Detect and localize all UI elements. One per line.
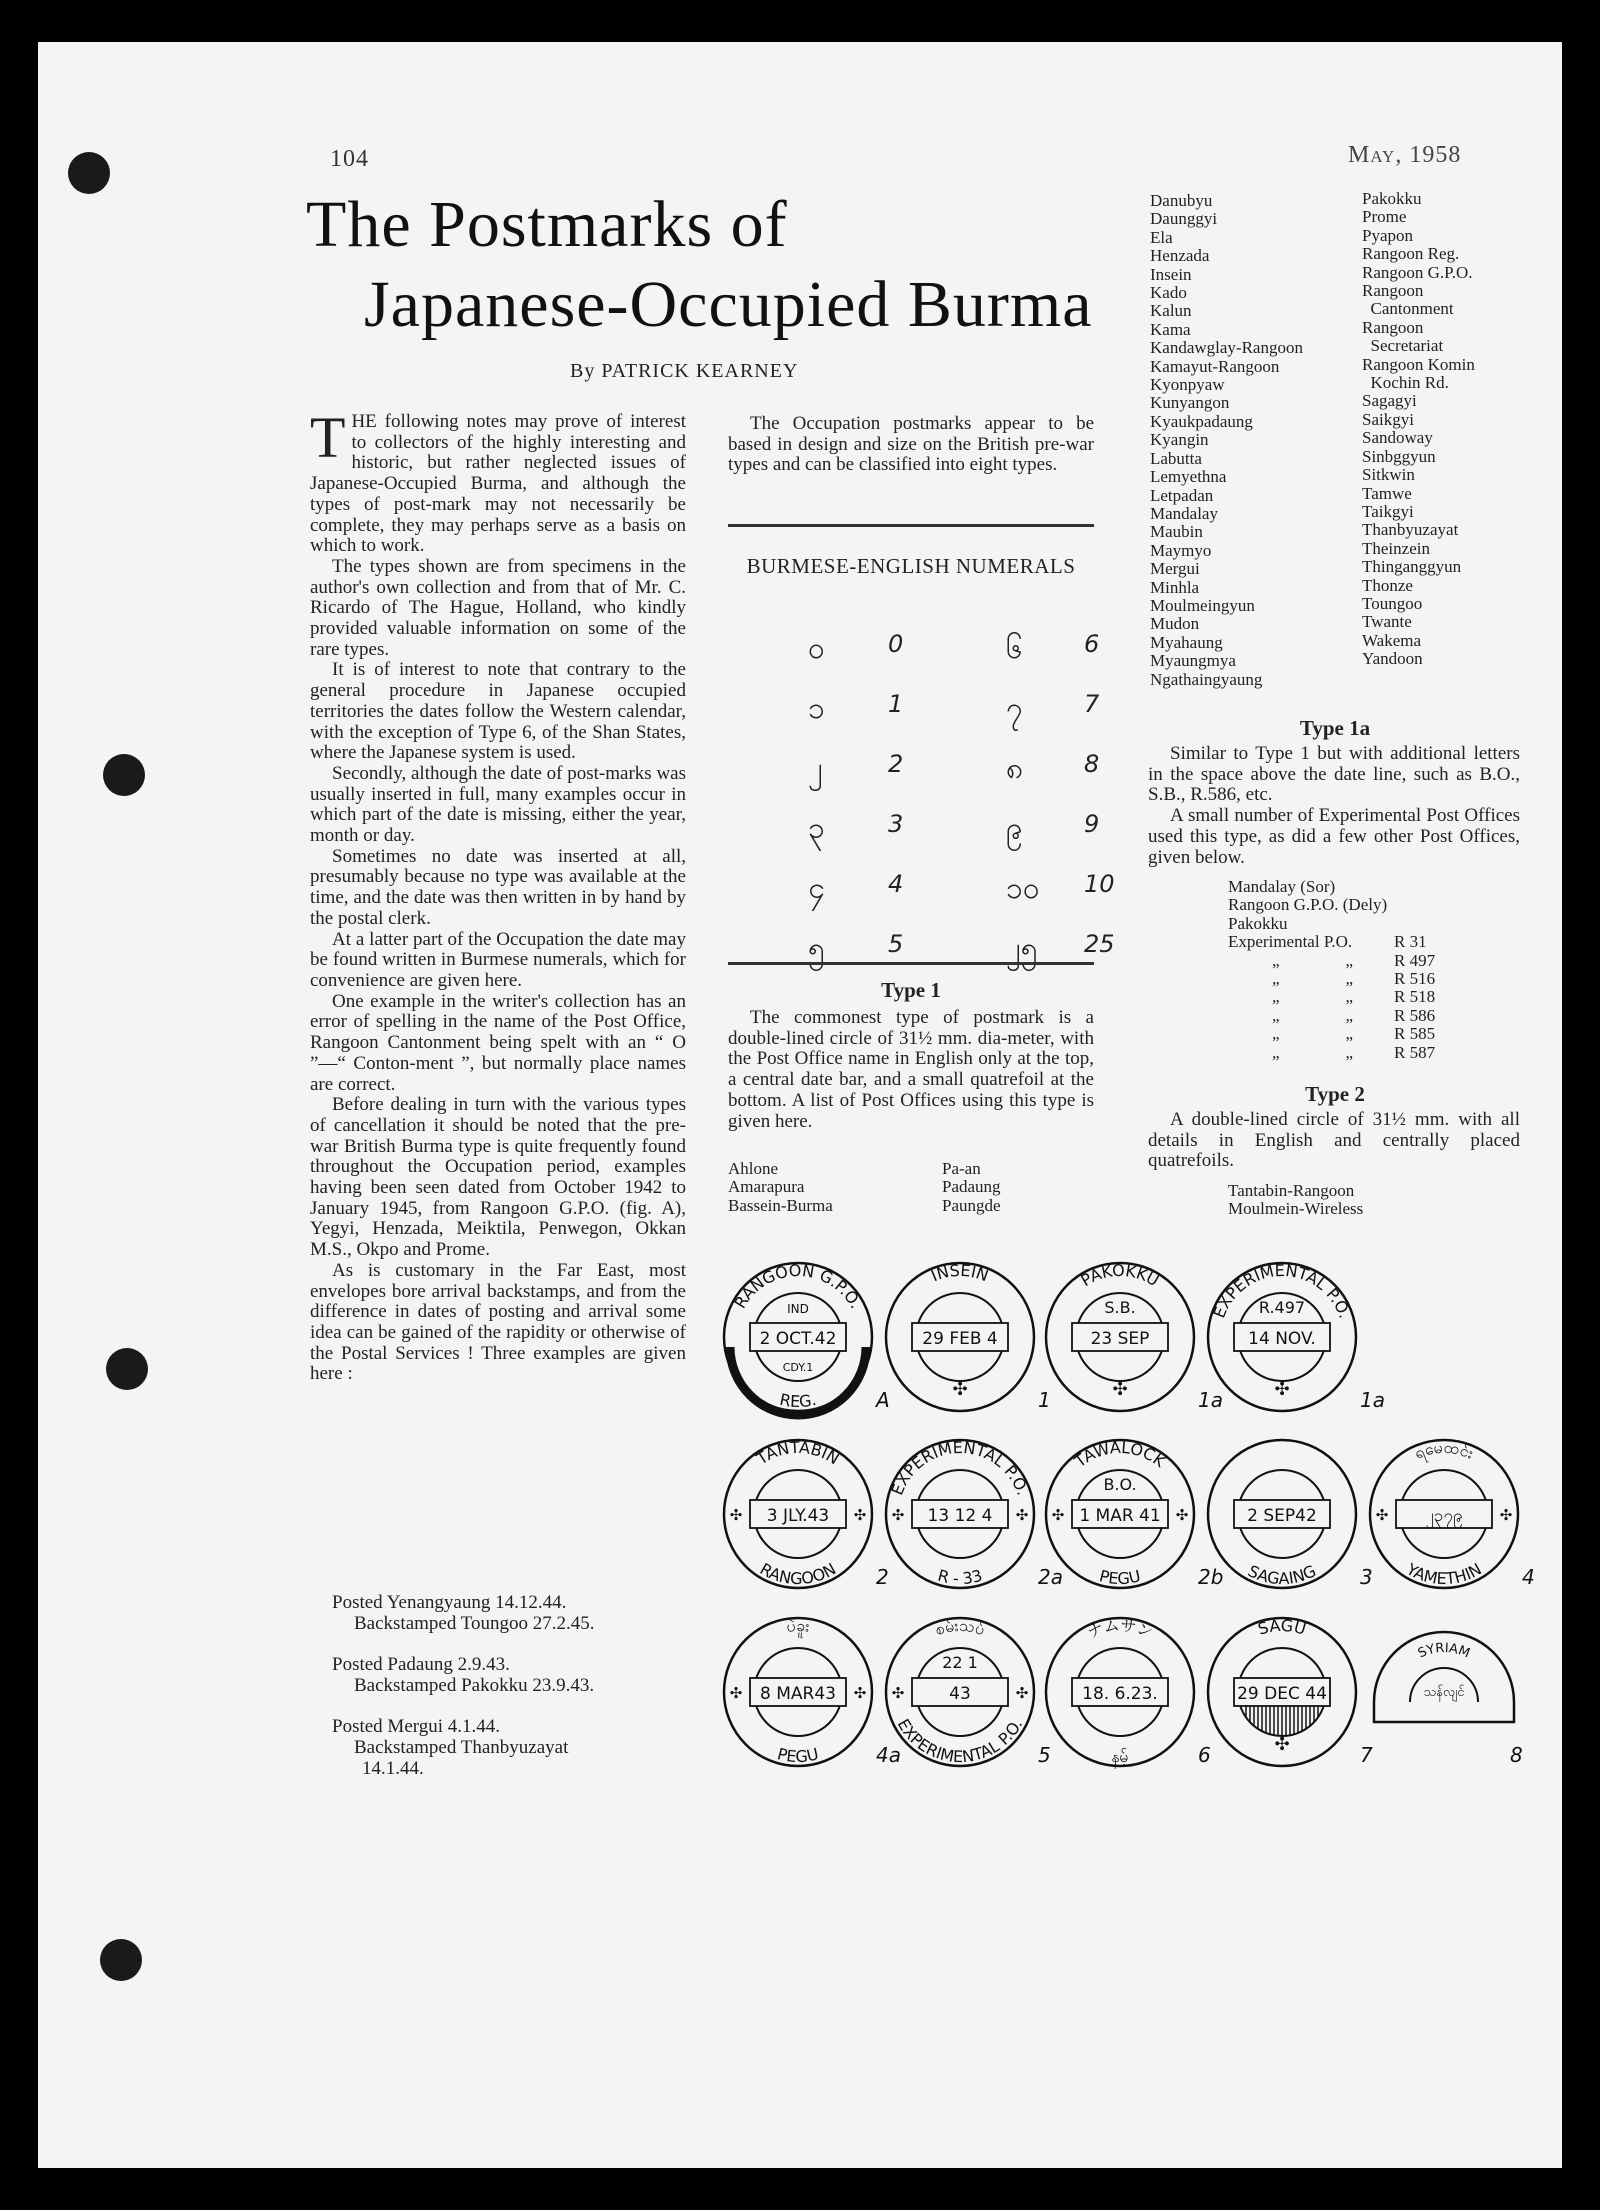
paragraph: A double-lined circle of 31½ mm. with all details in English and centrally placed quatrefoils. <box>1148 1109 1520 1172</box>
postmark-top-text <box>888 1438 1033 1498</box>
ditto-mark: „ <box>1345 987 1354 1007</box>
ditto-mark: „ <box>1345 950 1354 970</box>
english-numeral: 10 <box>1084 870 1115 898</box>
post-office: Rangoon G.P.O. (Dely) <box>1228 895 1388 915</box>
type1-list-c <box>1150 192 1303 689</box>
punch-hole <box>103 754 145 796</box>
post-office: Rangoon <box>1362 281 1424 301</box>
punch-hole <box>106 1348 148 1390</box>
post-office: Sitkwin <box>1362 465 1415 485</box>
punch-hole <box>68 152 110 194</box>
postmark-top-text <box>1070 1438 1169 1472</box>
experimental-row <box>1228 933 1435 951</box>
post-office: Sinbggyun <box>1362 446 1436 466</box>
postmark-date: 43 <box>949 1684 971 1704</box>
post-office: Bassein-Burma <box>728 1195 833 1215</box>
post-office: Kandawglay-Rangoon <box>1150 338 1303 358</box>
ditto-mark: „ <box>1272 1024 1280 1044</box>
post-office: Maymyo <box>1150 540 1212 560</box>
quatrefoil-icon: ✣ <box>853 1506 867 1524</box>
post-office: Insein <box>1150 264 1192 284</box>
post-office: Rangoon Komin <box>1362 354 1475 374</box>
postmark-date: 3 JLY.43 <box>766 1506 830 1526</box>
ditto-mark: „ <box>1345 1024 1354 1044</box>
postmark-date: 29 FEB 4 <box>922 1329 998 1349</box>
postmark-top-text-path: RANGOON G.P.O. <box>730 1260 866 1312</box>
postmark-bottom-text <box>936 1566 985 1588</box>
quatrefoil-icon: ✣ <box>952 1379 968 1400</box>
postmark-top-text <box>1416 1641 1472 1662</box>
postmark-date: 2 OCT.42 <box>759 1329 837 1349</box>
post-office: Pa-an <box>942 1159 981 1178</box>
postmark-date: 2 SEP42 <box>1247 1506 1317 1526</box>
postmark-date: 18. 6.23. <box>1082 1684 1158 1704</box>
experimental-row <box>1228 1025 1435 1043</box>
post-office: Maubin <box>1150 522 1203 542</box>
postmark-illustrations <box>718 1252 1538 1822</box>
postmark-type-label: 4a <box>876 1743 901 1767</box>
postmark-bottom-text-path: R - 33 <box>935 1565 985 1589</box>
postmark-code: 22 1 <box>942 1653 978 1672</box>
post-office: Moulmeingyun <box>1150 595 1255 615</box>
post-office: Ela <box>1150 227 1173 247</box>
postmark-top-text-path: PAKOKKU <box>1077 1260 1163 1291</box>
postmark-type-label: 3 <box>1360 1565 1373 1589</box>
postmark-date: 23 SEP <box>1090 1329 1150 1349</box>
post-office: Danubyu <box>1150 191 1213 210</box>
english-numeral: 1 <box>888 690 904 718</box>
post-office: Kado <box>1150 283 1187 303</box>
burmese-numeral: ၈ <box>1006 751 1024 786</box>
burmese-numeral: ၃ <box>808 811 825 846</box>
postmark-type-label: 2b <box>1198 1565 1224 1589</box>
postmark-type-label: 5 <box>1038 1743 1051 1767</box>
postmark-code: B.O. <box>1103 1475 1137 1494</box>
ditto-mark: „ <box>1345 969 1354 989</box>
quatrefoil-icon: ✣ <box>891 1684 905 1702</box>
post-office: Amarapura <box>728 1177 805 1197</box>
postmark-top-text <box>1412 1438 1476 1466</box>
burmese-numeral: ၆ <box>1006 631 1023 666</box>
type2-text <box>1148 1110 1520 1172</box>
english-numeral: 2 <box>888 750 904 778</box>
type1-text <box>728 1008 1094 1132</box>
postmark-bottom-text-path: နမ့် <box>1111 1746 1129 1767</box>
burmese-numeral: ၉ <box>1006 811 1023 846</box>
post-office: Taikgyi <box>1362 501 1414 521</box>
post-office: Kyangin <box>1150 430 1209 450</box>
experimental-row <box>1228 952 1435 970</box>
postmark-top-text-path: TAWALOCK <box>1070 1437 1169 1472</box>
post-office: Yandoon <box>1362 649 1423 669</box>
burmese-numeral: ၁ <box>808 691 825 726</box>
postmark-top-text-path: ပဲခူး <box>785 1615 811 1636</box>
post-office: Twante <box>1362 612 1412 632</box>
postmark-bottom-text <box>894 1715 1027 1766</box>
quatrefoil-icon: ✣ <box>891 1506 905 1524</box>
post-office: Tamwe <box>1362 483 1412 503</box>
postmark-bottom-text-path: REG. <box>778 1389 819 1412</box>
quatrefoil-icon: ✣ <box>1175 1506 1189 1524</box>
post-office: Kyaukpadaung <box>1150 411 1253 431</box>
post-office: Rangoon G.P.O. <box>1362 262 1473 282</box>
type1-heading: Type 1 <box>881 978 941 1002</box>
type1-list-d <box>1362 190 1475 669</box>
post-office: Kyonpyaw <box>1150 375 1225 395</box>
type2-list <box>1228 1182 1363 1219</box>
postmark-extra: CDY.1 <box>782 1361 814 1374</box>
burmese-numeral: ၂ <box>808 751 823 786</box>
paragraph: The commonest type of postmark is a double-lined circle of 31½ mm. dia-meter, with the Post Office name in English only at the top, a central date bar, and a small quatrefoil at the bottom. A list of Post Offices using this type is given here. <box>728 1007 1094 1132</box>
post-office: Padaung <box>942 1177 1001 1197</box>
english-numeral: 9 <box>1084 810 1100 838</box>
postmark-bottom-text <box>778 1390 818 1411</box>
postmark-bottom-text-path: SAGAING <box>1245 1561 1319 1589</box>
burmese-numeral: ၅ <box>808 931 825 966</box>
english-numeral: 6 <box>1084 630 1100 658</box>
post-office: Kamayut-Rangoon <box>1150 356 1280 376</box>
post-office: Daunggyi <box>1150 209 1218 229</box>
paragraph: One example in the writer's collection has an error of spelling in the name of the Post Office, Rangoon Cantonment being spelt with an “ O ”—“ Conton-ment ”, but normally place names are correct. <box>310 990 686 1095</box>
postmark-type-label: 1 <box>1038 1388 1051 1412</box>
example-backstamped: Backstamped Pakokku 23.9.43. <box>354 1675 595 1696</box>
backstamp-examples <box>332 1592 692 1779</box>
example-backstamped: Backstamped Toungoo 27.2.45. <box>354 1613 595 1634</box>
page <box>38 42 1562 2168</box>
table-top-rule <box>728 524 1094 527</box>
postmark-bottom-text-path: RANGOON <box>756 1559 840 1589</box>
postmark-top-text <box>1077 1261 1162 1290</box>
postmark-bottom-text <box>1097 1566 1142 1588</box>
postmark-date: 8 MAR43 <box>760 1684 836 1704</box>
post-office: Kama <box>1150 319 1191 339</box>
post-office: Mudon <box>1150 614 1200 634</box>
page-number: 104 <box>330 146 369 172</box>
post-office: Pakokku <box>1362 189 1422 208</box>
type1-list-a <box>728 1160 833 1215</box>
numerals-title: BURMESE-ENGLISH NUMERALS <box>746 554 1076 578</box>
type1a-text <box>1148 744 1520 868</box>
ditto-marks <box>1228 952 1394 970</box>
type1a-list <box>1228 878 1435 1062</box>
experimental-code: R 516 <box>1394 969 1436 989</box>
experimental-label: Experimental P.O. <box>1228 932 1353 952</box>
postmark-type-label: A <box>876 1388 890 1412</box>
quatrefoil-icon: ✣ <box>853 1684 867 1702</box>
english-numeral: 7 <box>1084 690 1100 718</box>
post-office: Ngathaingyaung <box>1150 669 1263 689</box>
english-numeral: 0 <box>888 630 904 658</box>
ditto-marks <box>1228 1044 1394 1062</box>
ditto-mark: „ <box>1272 987 1280 1007</box>
ditto-marks <box>1228 970 1394 988</box>
post-office: Sandoway <box>1362 428 1433 448</box>
article-title-line1: The Postmarks of <box>306 188 788 261</box>
example-backstamped: Backstamped Thanbyuzayat <box>354 1737 569 1758</box>
post-office: Thinganggyun <box>1362 557 1462 577</box>
experimental-row <box>1228 1044 1435 1062</box>
article-title-line2: Japanese-Occupied Burma <box>364 268 1093 341</box>
ditto-mark: „ <box>1345 1005 1354 1025</box>
postmark-top-text-path: SYRIAM <box>1415 1640 1472 1662</box>
post-office: Thanbyuzayat <box>1362 520 1459 540</box>
example-backstamped-date: 14.1.44. <box>362 1758 424 1779</box>
experimental-code: R 497 <box>1394 950 1436 970</box>
postmark-top-text-path: စမ်းသပ် <box>932 1615 988 1640</box>
post-office: Saikgyi <box>1362 409 1414 429</box>
postmark-bottom-text-path: EXPERIMENTAL P.O. <box>893 1715 1027 1767</box>
postmark-code: သန်လျင် <box>1423 1685 1465 1700</box>
post-office: Wakema <box>1362 630 1422 650</box>
ditto-mark: „ <box>1272 950 1280 970</box>
paragraph: Sometimes no date was inserted at all, presumably because no type was available at the time, and the date was then written in by hand by the postal clerk. <box>310 845 686 929</box>
post-office: Toungoo <box>1362 593 1423 613</box>
burmese-numeral: ၀ <box>808 631 825 666</box>
post-office: Minhla <box>1150 577 1200 597</box>
postmark-type-label: 6 <box>1198 1743 1211 1767</box>
post-office: Tantabin-Rangoon <box>1228 1181 1355 1200</box>
paragraph: At a latter part of the Occupation the date may be found written in Burmese numerals, which for convenience are given here. <box>310 928 686 991</box>
post-office: Labutta <box>1150 448 1202 468</box>
experimental-code: R 31 <box>1394 932 1427 952</box>
postmark-top-text <box>928 1261 991 1286</box>
post-office: Mandalay <box>1150 503 1218 523</box>
post-office: Myahaung <box>1150 632 1223 652</box>
postmark-top-text <box>752 1438 842 1469</box>
post-office: Kunyangon <box>1150 393 1230 413</box>
experimental-list <box>1228 933 1435 1062</box>
postmark-type-label: 8 <box>1510 1743 1523 1767</box>
post-office: Sagagyi <box>1362 391 1417 411</box>
post-office: Cantonment <box>1362 299 1454 319</box>
quatrefoil-icon: ✣ <box>729 1684 743 1702</box>
post-office: Lemyethna <box>1150 467 1227 487</box>
ditto-mark: „ <box>1272 1005 1280 1025</box>
table-bottom-rule <box>728 962 1094 965</box>
type1a-heading: Type 1a <box>1299 716 1371 740</box>
paragraph: Similar to Type 1 but with additional letters in the space above the date line, such as B.O., S.B., R.586, etc. <box>1148 743 1520 806</box>
postmark-code: S.B. <box>1104 1298 1136 1317</box>
punch-hole <box>100 1939 142 1981</box>
post-office: Prome <box>1362 207 1407 227</box>
quatrefoil-icon: ✣ <box>1015 1684 1029 1702</box>
postmark-top-text <box>1084 1616 1155 1642</box>
post-office: Moulmein-Wireless <box>1228 1199 1364 1219</box>
postmark-type-label: 2a <box>1038 1565 1063 1589</box>
quatrefoil-icon: ✣ <box>1015 1506 1029 1524</box>
english-numeral: 5 <box>888 930 904 958</box>
postmark-bottom-text-path: YAMETHIN <box>1403 1559 1485 1589</box>
postmark-bottom-text <box>775 1744 820 1766</box>
post-office: Pyapon <box>1362 225 1413 245</box>
post-office: Mergui <box>1150 559 1200 579</box>
quatrefoil-icon: ✣ <box>1375 1506 1389 1524</box>
postmark-top-text-path: TANTABIN <box>753 1437 843 1469</box>
ditto-mark: „ <box>1272 969 1280 989</box>
paragraph: It is of interest to note that contrary to the general procedure in Japanese occupied territories the dates follow the Western calendar, with the exception of Type 6, of the Shan States, where the Japanese system is used. <box>310 659 686 764</box>
post-office: Ahlone <box>728 1159 779 1178</box>
experimental-code: R 585 <box>1394 1024 1436 1044</box>
post-office: Thonze <box>1362 575 1413 595</box>
postmark-type-label: 2 <box>876 1565 889 1589</box>
postmark-top-text-path: SAGU <box>1255 1615 1309 1639</box>
quatrefoil-icon: ✣ <box>729 1506 743 1524</box>
postmark-type-label: 1a <box>1198 1388 1223 1412</box>
postmark-top-text <box>785 1616 810 1639</box>
experimental-row <box>1228 1007 1435 1025</box>
postmark-date: 13 12 4 <box>927 1506 993 1526</box>
postmark-top-text-path: EXPERIMENTAL P.O. <box>887 1437 1033 1498</box>
column-2-intro <box>728 414 1094 476</box>
post-office: Kochin Rd. <box>1362 373 1449 393</box>
post-office: Rangoon Reg. <box>1362 244 1460 264</box>
postmark-code: R.497 <box>1258 1298 1306 1317</box>
post-office: Rangoon <box>1362 317 1424 337</box>
paragraph: HE following notes may prove of interest to collectors of the highly interesting and historic, but rather neglected issues of Japanese-Occupied Burma, and although the types of post-mark may not necessarily be complete, they may perhaps serve as a basis on which to work. <box>310 411 686 557</box>
burmese-numeral: ၄ <box>808 871 825 906</box>
postmark-type-label: 1a <box>1360 1388 1385 1412</box>
post-office: Myaungmya <box>1150 651 1236 671</box>
english-numeral: 8 <box>1084 750 1100 778</box>
issue-date: May, 1958 <box>1348 142 1462 168</box>
postmark-top-text-path: ရမေထင်း <box>1411 1437 1477 1463</box>
quatrefoil-icon: ✣ <box>1274 1734 1290 1755</box>
post-office: Paungde <box>942 1195 1001 1215</box>
postmark-bottom-text <box>1402 1559 1484 1588</box>
postmark-top-text <box>1256 1616 1309 1639</box>
post-office: Henzada <box>1150 246 1210 266</box>
english-numeral: 4 <box>888 870 904 898</box>
postmark-date: ၂၃၇၉ <box>1425 1506 1463 1526</box>
burmese-numeral: ၂၅ <box>1006 931 1038 966</box>
example-posted: Posted Yenangyaung 14.12.44. <box>332 1592 567 1613</box>
quatrefoil-icon: ✣ <box>1499 1506 1513 1524</box>
experimental-code: R 587 <box>1394 1042 1436 1062</box>
quatrefoil-icon: ✣ <box>1051 1506 1065 1524</box>
column-1 <box>310 405 686 1385</box>
postmark-bottom-text <box>1111 1747 1129 1769</box>
post-office: Secretariat <box>1362 336 1444 356</box>
byline: By PATRICK KEARNEY <box>570 360 799 382</box>
type2-heading: Type 2 <box>1305 1082 1365 1106</box>
ditto-marks <box>1228 1007 1394 1025</box>
experimental-row <box>1228 970 1435 988</box>
postmark-sub: IND <box>787 1302 809 1316</box>
postmark-bottom-text <box>757 1559 839 1588</box>
postmark-top-text-path: EXPERIMENTAL P.O. <box>1209 1260 1355 1321</box>
paragraph: A small number of Experimental Post Offices used this type, as did a few other Post Offices, given below. <box>1148 805 1520 868</box>
quatrefoil-icon: ✣ <box>1112 1379 1128 1400</box>
post-office: Letpadan <box>1150 485 1214 505</box>
ditto-mark: „ <box>1272 1042 1280 1062</box>
post-office: Pakokku <box>1228 913 1288 933</box>
experimental-code: R 518 <box>1394 987 1436 1007</box>
ditto-marks <box>1228 988 1394 1006</box>
postmark-top-text-path: ナムサン <box>1084 1615 1156 1643</box>
experimental-code: R 586 <box>1394 1005 1436 1025</box>
postmark-top-text-path: INSEIN <box>928 1260 992 1286</box>
example-posted: Posted Padaung 2.9.43. <box>332 1654 510 1675</box>
post-office: Kalun <box>1150 301 1192 321</box>
paragraph: The Occupation postmarks appear to be based in design and size on the British pre-war types and can be classified into eight types. <box>728 413 1094 476</box>
post-office: Theinzein <box>1362 538 1430 558</box>
paragraph: Secondly, although the date of post-marks was usually inserted in full, many examples occur in which part of the date is missing, either the year, month or day. <box>310 762 686 847</box>
postmark-date: 14 NOV. <box>1248 1329 1316 1349</box>
english-numeral: 25 <box>1084 930 1115 958</box>
example-posted: Posted Mergui 4.1.44. <box>332 1716 501 1737</box>
postmark-top-text <box>933 1616 988 1639</box>
quatrefoil-icon: ✣ <box>1274 1379 1290 1400</box>
drop-cap: T <box>310 405 346 470</box>
type1-list-b <box>942 1160 1001 1215</box>
burmese-numeral: ၁၀ <box>1006 871 1040 906</box>
postmark-type-label: 7 <box>1360 1743 1373 1767</box>
postmark-date: 1 MAR 41 <box>1079 1506 1161 1526</box>
postmark-type-label: 4 <box>1522 1565 1535 1589</box>
ditto-mark: „ <box>1345 1042 1354 1062</box>
english-numeral: 3 <box>888 810 904 838</box>
post-office: Mandalay (Sor) <box>1228 877 1336 896</box>
paragraph: The types shown are from specimens in the author's own collection and from that of Mr. C. Ricardo of The Hague, Holland, who kindly provided valuable information on some of the rare types. <box>310 555 686 660</box>
paragraph: Before dealing in turn with the various types of cancellation it should be noted that the pre-war British Burma type is quite frequently found throughout the Occupation period, examples having been seen dated from October 1942 to January 1945, from Rangoon G.P.O. (fig. A), Yegyi, Henzada, Meiktila, Penwegon, Okkan M.S., Okpo and Prome. <box>310 1094 686 1261</box>
paragraph: As is customary in the Far East, most envelopes bore arrival backstamps, and from the difference in dates of posting and arrival some idea can be gained of the rapidity or otherwise of the Postal Services ! Three examples are given here : <box>310 1259 686 1385</box>
ditto-marks <box>1228 1025 1394 1043</box>
postmark-bottom-text-path: PEGU <box>1097 1566 1143 1589</box>
postmark-date: 29 DEC 44 <box>1237 1684 1327 1704</box>
postmark-bottom-text-path: PEGU <box>775 1744 821 1767</box>
experimental-row <box>1228 988 1435 1006</box>
burmese-numeral: ၇ <box>1006 691 1023 726</box>
